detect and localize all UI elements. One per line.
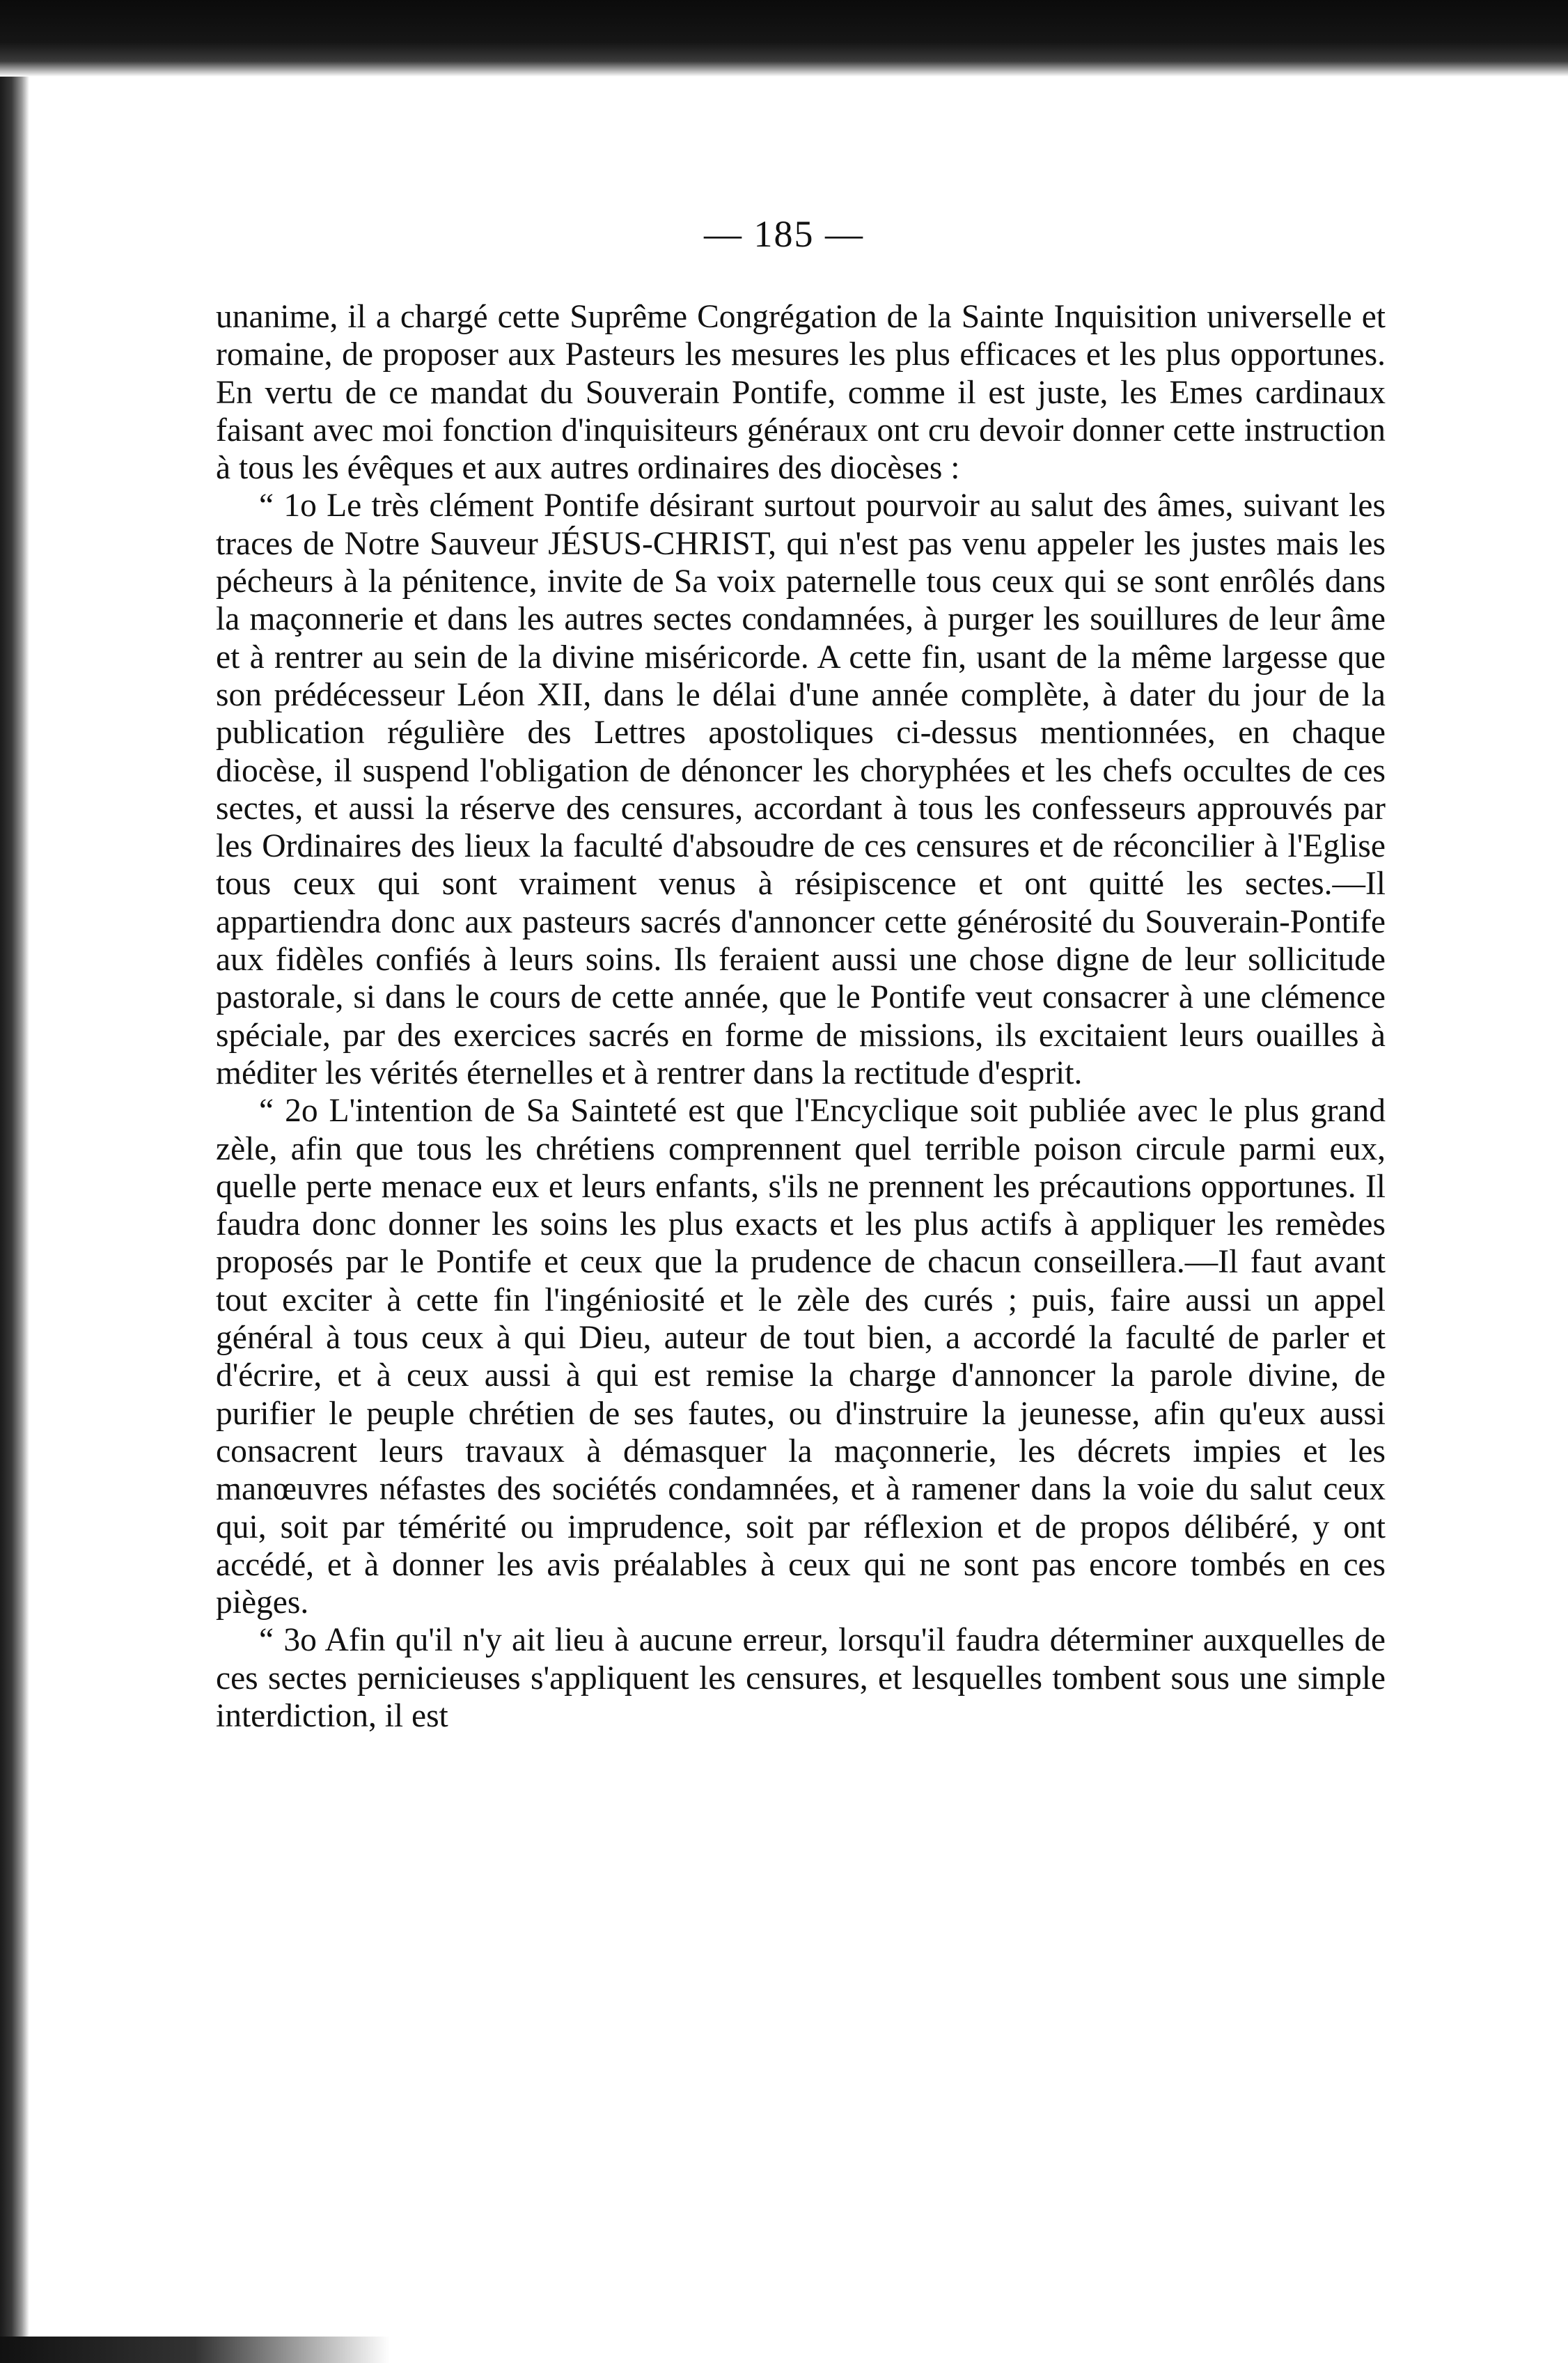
paragraph-continuation: unanime, il a chargé cette Suprême Congrégation de la Sainte Inquisition universelle et romaine, de proposer aux Pasteurs les mesures les plus efficaces et les plus opportunes. En vertu de ce mandat du Souverain Pontife, comme il est juste, les Emes cardinaux faisant avec moi fonction d'inquisiteurs généraux ont cru devoir donner cette instruction à tous les évêques et aux autres ordinaires des diocèses : xyxy=(216,299,1386,487)
scan-bottom-edge xyxy=(0,2337,390,2363)
body-text xyxy=(216,298,1386,1735)
scan-top-edge xyxy=(0,0,1568,77)
paragraph-article-3: “ 3o Afin qu'il n'y ait lieu à aucune erreur, lorsqu'il faudra déterminer auxquelles de ces sectes pernicieuses s'appliquent les censures, et lesquelles tombent sous une simple interdiction, il est xyxy=(216,1622,1386,1734)
scan-left-edge xyxy=(0,77,29,2363)
paragraph-article-2: “ 2o L'intention de Sa Sainteté est que l'Encyclique soit publiée avec le plus grand zèle, afin que tous les chrétiens comprennent quel terrible poison circule parmi eux, quelle perte menace eux et leurs enfants, s'ils ne prennent les précautions opportunes. Il faudra donc donner les soins les plus exacts et les plus actifs à appliquer les remèdes proposés par le Pontife et ceux que la prudence de chacun conseillera.—Il faut avant tout exciter à cette fin l'ingéniosité et le zèle des curés ; puis, faire aussi un appel général à tous ceux à qui Dieu, auteur de tout bien, a accordé la faculté de parler et d'écrire, et à ceux aussi à qui est remise la charge d'annoncer la parole divine, de purifier le peuple chrétien de ses fautes, ou d'instruire la jeunesse, afin qu'eux aussi consacrent leurs travaux à démasquer la maçonnerie, les décrets impies et les manœuvres néfastes des sociétés condamnées, et à ramener dans la voie du salut ceux qui, soit par témérité ou imprudence, soit par réflexion et de propos délibéré, y ont accédé, et à donner les avis préalables à ceux qui ne sont pas encore tombés en ces pièges. xyxy=(216,1093,1386,1621)
page-number: — 185 — xyxy=(704,213,864,255)
paragraph-article-1: “ 1o Le très clément Pontife désirant surtout pourvoir au salut des âmes, suivant les traces de Notre Sauveur JÉSUS-CHRIST, qui n'est pas venu appeler les justes mais les pécheurs à la pénitence, invite de Sa voix paternelle tous ceux qui se sont enrôlés dans la maçonnerie et dans les autres sectes condamnées, à purger les souillures de leur âme et à rentrer au sein de la divine miséricorde. A cette fin, usant de la même largesse que son prédécesseur Léon XII, dans le délai d'une année complète, à dater du jour de la publication régulière des Lettres apostoliques ci-dessus mentionnées, en chaque diocèse, il suspend l'obligation de dénoncer les choryphées et les chefs occultes de ces sectes, et aussi la réserve des censures, accordant à tous les confesseurs approuvés par les Ordinaires des lieux la faculté d'absoudre de ces censures et de réconcilier à l'Eglise tous ceux qui sont vraiment venus à résipiscence et ont quitté les sectes.—Il appartiendra donc aux pasteurs sacrés d'annoncer cette générosité du Souverain-Pontife aux fidèles confiés à leurs soins. Ils feraient aussi une chose digne de leur sollicitude pastorale, si dans le cours de cette année, que le Pontife veut consacrer à une clémence spéciale, par des exercices sacrés en forme de missions, ils excitaient leurs ouailles à méditer les vérités éternelles et à rentrer dans la rectitude d'esprit. xyxy=(216,488,1386,1091)
